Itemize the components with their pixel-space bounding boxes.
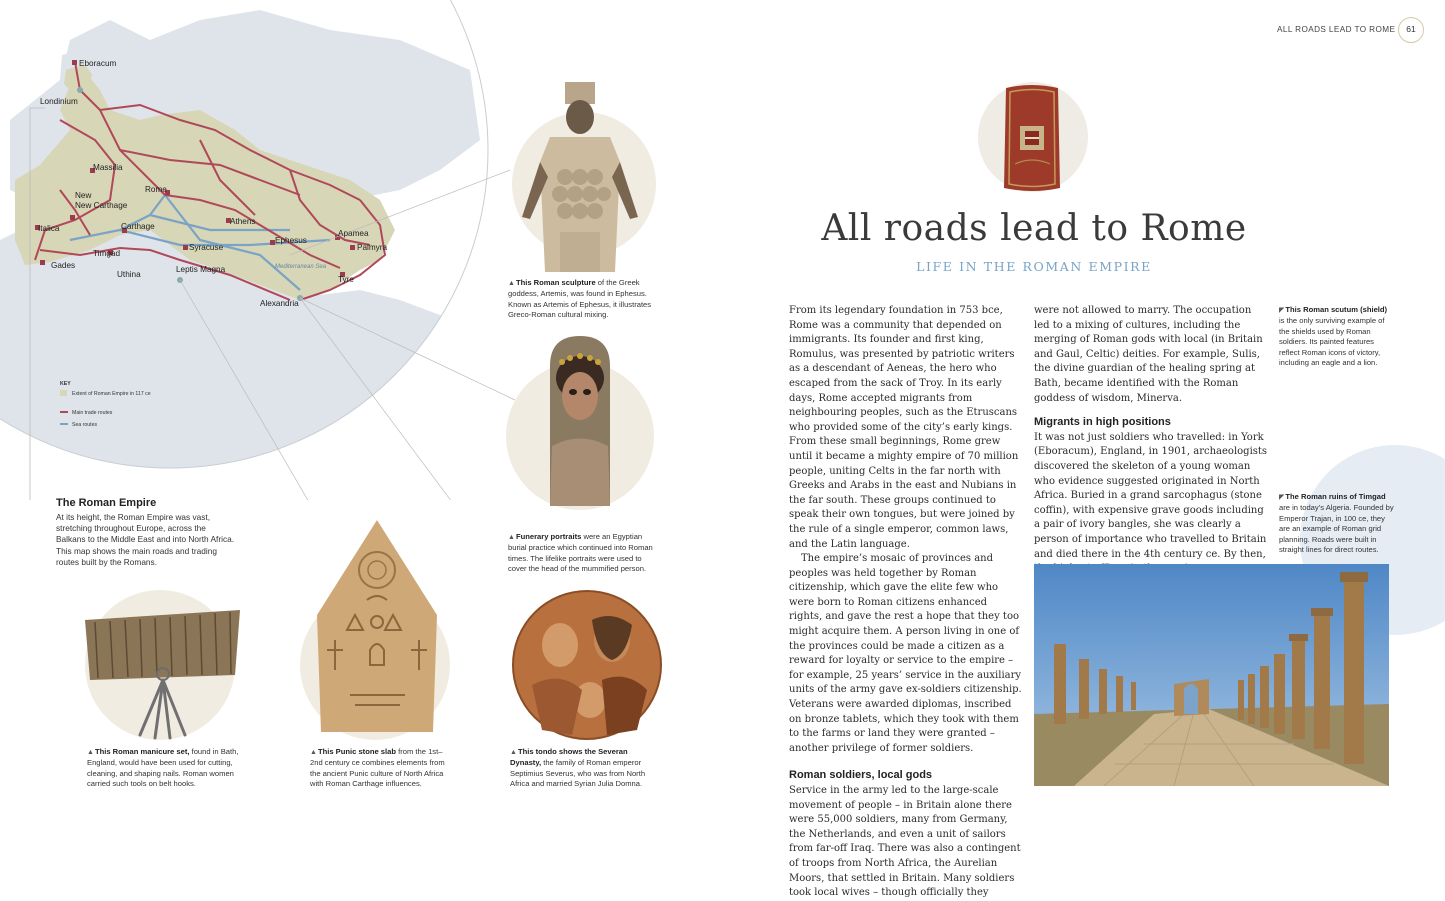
- artemis-sculpture-image: [520, 82, 640, 272]
- city-londinium: Londinium: [40, 97, 78, 106]
- severan-tondo-image: [512, 590, 662, 740]
- caption-funerary: ▲Funerary portraits were an Egyptian burial practice which continued into Roman times. The lifelike portraits were used to cover the head of the mummified person.: [508, 532, 653, 574]
- article-paragraph: The empire’s mosaic of provinces and peoples was held together by Roman citizenship, which gave the elite few who were born to Roman citizens enhanced rights, and gave the rest a hope that they too might acquire them. A person living in one of the provinces could be made a citizen as a reward for loyalty or service to the empire – for example, 25 years’ service in the auxiliary units of the army gave ex-soldiers citizenship. Veterans were awarded diplomas, inscribed on bronze tablets, which they took with them to the farms or land they were granted – another privilege of former soldiers.: [789, 553, 1022, 754]
- caption-punic: ▲This Punic stone slab from the 1st–2nd century ce combines elements from the ancient Punic culture of North Africa with Roman Carthage influences.: [310, 747, 445, 789]
- caption-scutum: ◤This Roman scutum (shield) is the only surviving example of the shields used by Roman soldiers. Its painted features reflect Roman icons of victory, including an eagle and a lion.: [1279, 305, 1388, 368]
- city-apamea: Apamea: [338, 229, 369, 238]
- article-column-2: [1034, 304, 1268, 591]
- caption-artemis: ▲This Roman sculpture of the Greek goddess, Artemis, was found in Ephesus. Known as Artemis of Ephesus, it illustrates Greco-Roman cultural mixing.: [508, 278, 652, 320]
- city-palmyra: Palmyra: [357, 243, 388, 252]
- caption-timgad: ◤The Roman ruins of Timgad are in today’s Algeria. Founded by Emperor Trajan, in 100 ce, they are an example of Roman grid planning. Roads were built in straight lines for direct routes.: [1279, 492, 1394, 555]
- running-head: ALL ROADS LEAD TO ROME: [1277, 25, 1396, 34]
- roman-empire-block: [56, 497, 236, 568]
- city-massilia: Massilia: [93, 163, 123, 172]
- city-athens: Athens: [230, 217, 256, 226]
- city-rome: Rome: [145, 185, 167, 194]
- caption-manicure: ▲This Roman manicure set, found in Bath, England, would have been used for cutting, cleaning, and shaping nails. Roman women carried such tools on belt hooks.: [87, 747, 239, 789]
- city-gades: Gades: [51, 261, 76, 270]
- map-region: [0, 0, 560, 500]
- page-subtitle: LIFE IN THE ROMAN EMPIRE: [916, 259, 1152, 274]
- roman-empire-map: [0, 0, 560, 500]
- article-paragraph: It was not just soldiers who travelled: in York (Eboracum), England, in 1901, archaeologists discovered the skeleton of a young woman who evidence suggested originated in North Africa. Buried in a grand sarcophagus (stone coffin), with expensive grave goods including a pair of ivory bangles, she was clearly a person of importance who travelled to Britain and died there in the 4th century ce. By then,: [1034, 431, 1268, 560]
- caption-tondo: ▲This tondo shows the Severan Dynasty, the family of Roman emperor Septimius Severus, who was from North Africa and married Syrian Julia Domna.: [510, 747, 646, 789]
- city-new-carthage: New Carthage: [75, 201, 128, 210]
- subhead-migrants: Migrants in high positions: [1034, 416, 1171, 429]
- svg-text:Main trade routes: Main trade routes: [72, 410, 113, 416]
- punic-stone-image: [315, 520, 440, 735]
- city-new-carthage-1: New: [75, 191, 92, 200]
- scutum-shield-image: [1000, 84, 1065, 194]
- page-title: All roads lead to Rome: [821, 208, 1247, 249]
- page-number: 61: [1406, 24, 1416, 34]
- timgad-ruins-image: [1034, 564, 1389, 786]
- sea-label: Mediterranean Sea: [275, 264, 327, 270]
- city-tyre: Tyre: [338, 275, 354, 284]
- city-syracuse: Syracuse: [189, 243, 224, 252]
- svg-text:Extent of Roman Empire in 117: Extent of Roman Empire in 117 ce: [72, 391, 151, 397]
- svg-text:Sea routes: Sea routes: [72, 422, 98, 428]
- roman-empire-text: At its height, the Roman Empire was vast, stretching throughout Europe, across the Balkans to the Middle East and into North Africa. This map shows the main roads and trading routes built by the Romans.: [56, 512, 235, 567]
- city-italica: Italica: [38, 224, 60, 233]
- manicure-set-image: [80, 600, 245, 740]
- article-paragraph: Service in the army led to the large-scale movement of people – in Britain alone there were 55,000 soldiers, many from Germany, the Netherlands, and even a unit of sailors from far-off Iraq. There was also a contingent of troops from North Africa, the Aurelian Moors, that settled in Britain. Many soldiers took local wives – though officially they: [789, 785, 1021, 899]
- svg-text:KEY: KEY: [60, 381, 71, 387]
- city-eboracum: Eboracum: [79, 59, 117, 68]
- roman-empire-heading: The Roman Empire: [56, 497, 157, 509]
- city-leptis-magna: Leptis Magna: [176, 265, 226, 274]
- city-ephesus: Ephesus: [275, 236, 307, 245]
- subhead-soldiers: Roman soldiers, local gods: [789, 769, 933, 782]
- article-paragraph: were not allowed to marry. The occupation led to a mixing of cultures, including the merging of Roman gods with local (in Britain and Gaul, Celtic) deities. For example, Sulis, the divine guardian of the healing spring at Bath, became identified with the Roman goddess of wisdom, Minerva.: [1034, 305, 1263, 404]
- city-timgad: Timgad: [93, 249, 120, 258]
- city-carthage: Carthage: [121, 222, 155, 231]
- article-column-1: [789, 304, 1023, 901]
- city-alexandria: Alexandria: [260, 299, 299, 308]
- city-uthina: Uthina: [117, 270, 141, 279]
- article-paragraph: From its legendary foundation in 753 bce, Rome was a community that depended on immigrants. Its founder and first king, Romulus, was presented by patriotic writers as a descendant of Aeneas, the hero who escaped from the sack of Troy. In its early days, Rome accepted migrants from neighbouring peoples, such as the Etruscans who provided some of the city’s early kings. From these small beginnings, Rome grew until it became a mighty empire of 70 million people, uniting Celts in the far north with Greeks and Arabs in the east and Nubians in the far south. These groups continued to speak their own tongues, but were joined by the rule of a single emperor, common laws, and the Latin language.: [789, 305, 1019, 550]
- funerary-portrait-image: [540, 336, 620, 506]
